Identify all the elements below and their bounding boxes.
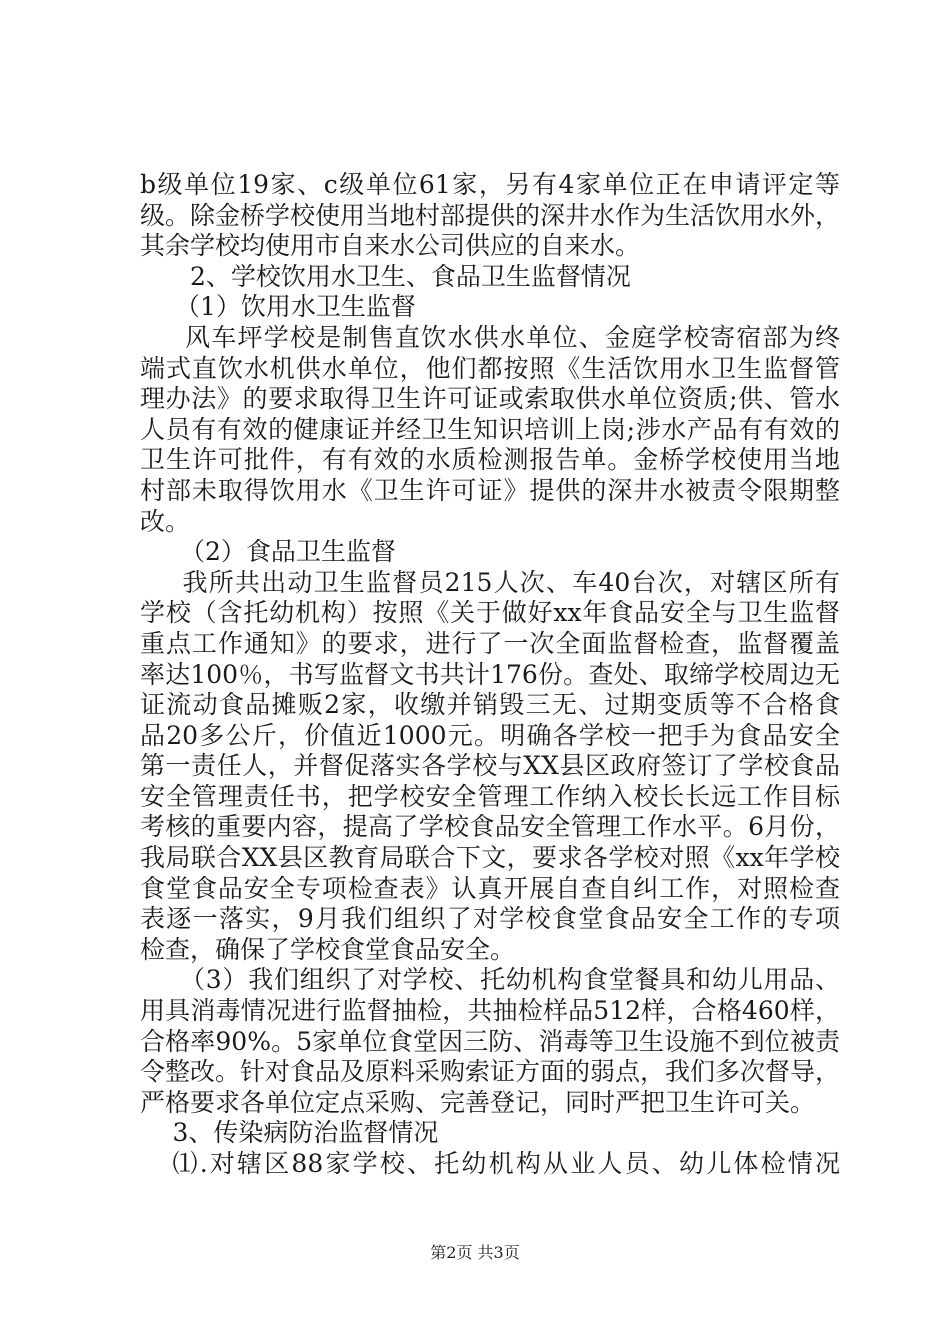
text-line: 理办法》的要求取得卫生许可证或索取供水单位资质;供、管水 [140,384,840,414]
text-line: （3）我们组织了对学校、托幼机构食堂餐具和幼儿用品、 [180,965,840,995]
text-line: 安全管理责任书，把学校安全管理工作纳入校长长远工作目标 [140,781,840,811]
text-line: 重点工作通知》的要求，进行了一次全面监督检查，监督覆盖 [140,628,840,658]
text-line: 卫生许可批件，有有效的水质检测报告单。金桥学校使用当地 [140,445,840,475]
text-line: 我局联合XX县区教育局联合下文，要求各学校对照《xx年学校 [140,843,840,873]
text-line: 合格率90%。5家单位食堂因三防、消毒等卫生设施不到位被责 [140,1026,840,1056]
text-line: 检查，确保了学校食堂食品安全。 [140,934,516,964]
document-body [140,170,840,1180]
text-line: 端式直饮水机供水单位，他们都按照《生活饮用水卫生监督管 [140,353,840,383]
text-line: 考核的重要内容，提高了学校食品安全管理工作水平。6月份， [140,812,840,842]
text-line: 表逐一落实，9月我们组织了对学校食堂食品安全工作的专项 [140,904,840,934]
text-line: 改。 [140,506,191,536]
text-line: b级单位19家、c级单位61家，另有4家单位正在申请评定等 [140,170,840,199]
text-line: （2）食品卫生监督 [180,537,396,567]
text-line: 学校（含托幼机构）按照《关于做好xx年食品安全与卫生监督 [140,598,840,628]
text-line: 令整改。针对食品及原料采购索证方面的弱点，我们多次督导， [140,1057,840,1087]
text-line: 品20多公斤，价值近1000元。明确各学校一把手为食品安全 [140,720,840,750]
text-line: 级。除金桥学校使用当地村部提供的深井水作为生活饮用水外， [140,200,840,230]
text-line: 严格要求各单位定点采购、完善登记，同时严把卫生许可关。 [140,1087,816,1117]
text-line: 率达100％，书写监督文书共计176份。查处、取缔学校周边无 [140,659,840,689]
text-line: （1）饮用水卫生监督 [175,292,416,322]
text-line: 用具消毒情况进行监督抽检，共抽检样品512样，合格460样， [140,996,840,1026]
text-line: 我所共出动卫生监督员215人次、车40台次，对辖区所有 [182,567,840,597]
text-line: 村部未取得饮用水《卫生许可证》提供的深井水被责令限期整 [140,475,840,505]
text-line: 3、传染病防治监督情况 [172,1118,439,1148]
text-line: 第一责任人，并督促落实各学校与XX县区政府签订了学校食品 [140,751,840,781]
text-line: 食堂食品安全专项检查表》认真开展自查自纠工作，对照检查 [140,873,840,903]
page-footer: 第2页 共3页 [430,1243,520,1262]
text-line: 风车坪学校是制售直饮水供水单位、金庭学校寄宿部为终 [185,322,840,352]
text-line: 证流动食品摊贩2家，收缴并销毁三无、过期变质等不合格食 [140,690,840,720]
text-line: 2、学校饮用水卫生、食品卫生监督情况 [190,261,631,291]
text-line: ⑴.对辖区88家学校、托幼机构从业人员、幼儿体检情况 [172,1149,840,1178]
text-line: 人员有有效的健康证并经卫生知识培训上岗;涉水产品有有效的 [140,414,840,444]
text-line: 其余学校均使用市自来水公司供应的自来水。 [140,231,641,261]
